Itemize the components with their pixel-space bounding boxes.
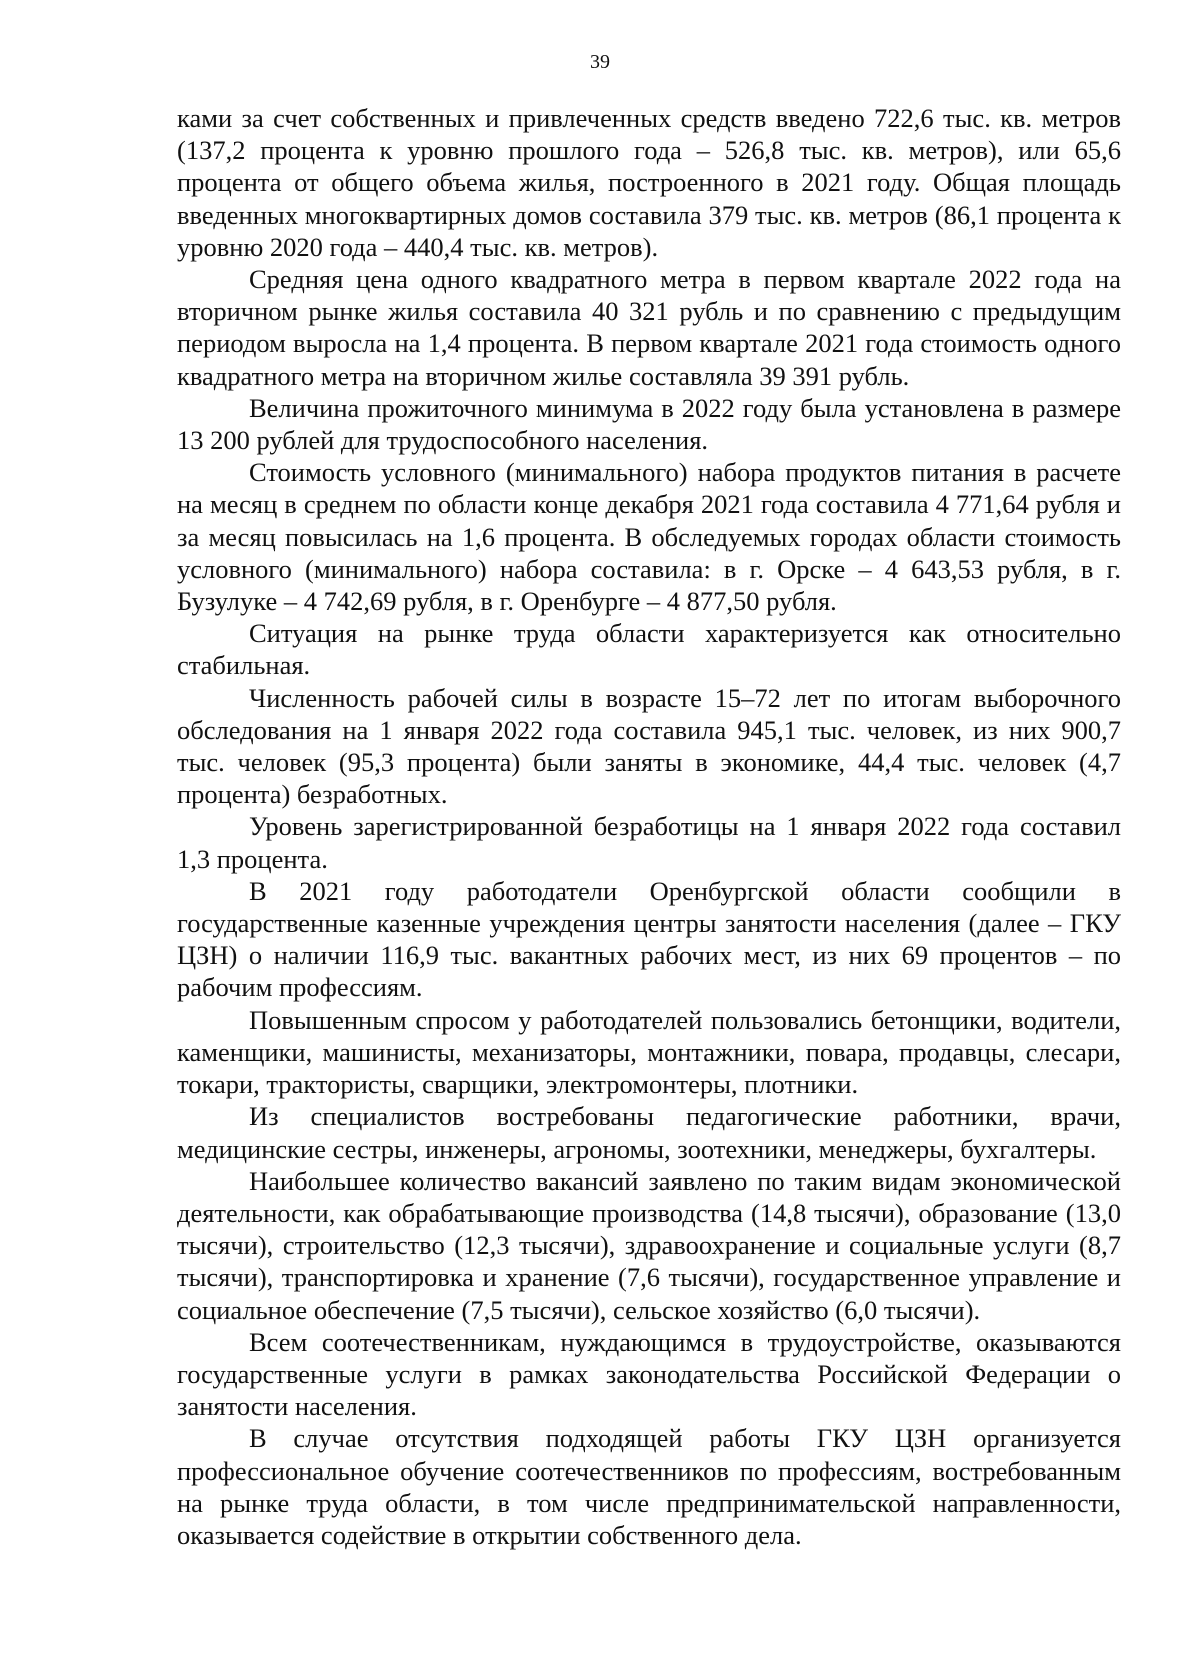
page-number: 39: [590, 51, 610, 73]
paragraph-labor-market-situation: Ситуация на рынке труда области характеризуется как относительно стабильная.: [177, 618, 1121, 681]
document-body: [177, 102, 1121, 1551]
paragraph-housing-price: Средняя цена одного квадратного метра в первом квартале 2022 года на вторичном рынке жилья составила 40 321 рубль и по сравнению с предыдущим периодом выросла на 1,4 процента. В первом квартале 2021 года стоимость одного квадратного метра на вторичном жилье составляла 39 391 рубль.: [177, 264, 1121, 391]
paragraph-in-demand-workers: Повышенным спросом у работодателей пользовались бетонщики, водители, каменщики, машинисты, механизаторы, монтажники, повара, продавцы, слесари, токари, трактористы, сварщики, электромонтеры, плотники.: [177, 1004, 1121, 1100]
paragraph-unemployment-rate: Уровень зарегистрированной безработицы на 1 января 2022 года составил 1,3 процента.: [177, 811, 1121, 874]
paragraph-subsistence-minimum: Величина прожиточного минимума в 2022 году была установлена в размере 13 200 рублей для трудоспособного населения.: [177, 392, 1121, 456]
paragraph-vacancies-reported: В 2021 году работодатели Оренбургской области сообщили в государственные казенные учреждения центры занятости населения (далее – ГКУ ЦЗН) о наличии 116,9 тыс. вакантных рабочих мест, из них 69 процентов – по рабочим профессиям.: [177, 875, 1121, 1003]
paragraph-in-demand-specialists: Из специалистов востребованы педагогические работники, врачи, медицинские сестры, инженеры, агрономы, зоотехники, менеджеры, бухгалтеры.: [177, 1101, 1121, 1164]
paragraph-professional-training: В случае отсутствия подходящей работы ГКУ ЦЗН организуется профессиональное обучение соотечественников по профессиям, востребованным на рынке труда области, в том числе предпринимательской направленности, оказывается содействие в открытии собственного дела.: [177, 1423, 1121, 1550]
paragraph-food-basket-cost: Стоимость условного (минимального) набора продуктов питания в расчете на месяц в среднем по области конце декабря 2021 года составила 4 771,64 рубля и за месяц повысилась на 1,6 процента. В обследуемых городах области стоимость условного (минимального) набора составила: в г. Орске – 4 643,53 рубля, в г. Бузулуке – 4 742,69 рубля, в г. Оренбурге – 4 877,50 рубля.: [177, 457, 1121, 617]
paragraph-compatriot-services: Всем соотечественникам, нуждающимся в трудоустройстве, оказываются государственные услуги в рамках законодательства Российской Федерации о занятости населения.: [177, 1326, 1121, 1422]
paragraph-vacancies-by-sector: Наибольшее количество вакансий заявлено по таким видам экономической деятельности, как обрабатывающие производства (14,8 тысячи), образование (13,0 тысячи), строительство (12,3 тысячи), здравоохранение и социальные услуги (8,7 тысячи), транспортировка и хранение (7,6 тысячи), государственное управление и социальное обеспечение (7,5 тысячи), сельское хозяйство (6,0 тысячи).: [177, 1165, 1121, 1325]
paragraph-labor-force: Численность рабочей силы в возрасте 15–72 лет по итогам выборочного обследования на 1 января 2022 года составила 945,1 тыс. человек, из них 900,7 тыс. человек (95,3 процента) были заняты в экономике, 44,4 тыс. человек (4,7 процента) безработных.: [177, 682, 1121, 810]
paragraph-housing-construction: ками за счет собственных и привлеченных средств введено 722,6 тыс. кв. метров (137,2 процента к уровню прошлого года – 526,8 тыс. кв. метров), или 65,6 процента от общего объема жилья, построенного в 2021 году. Общая площадь введенных многоквартирных домов составила 379 тыс. кв. метров (86,1 процента к уровню 2020 года – 440,4 тыс. кв. метров).: [177, 103, 1121, 262]
